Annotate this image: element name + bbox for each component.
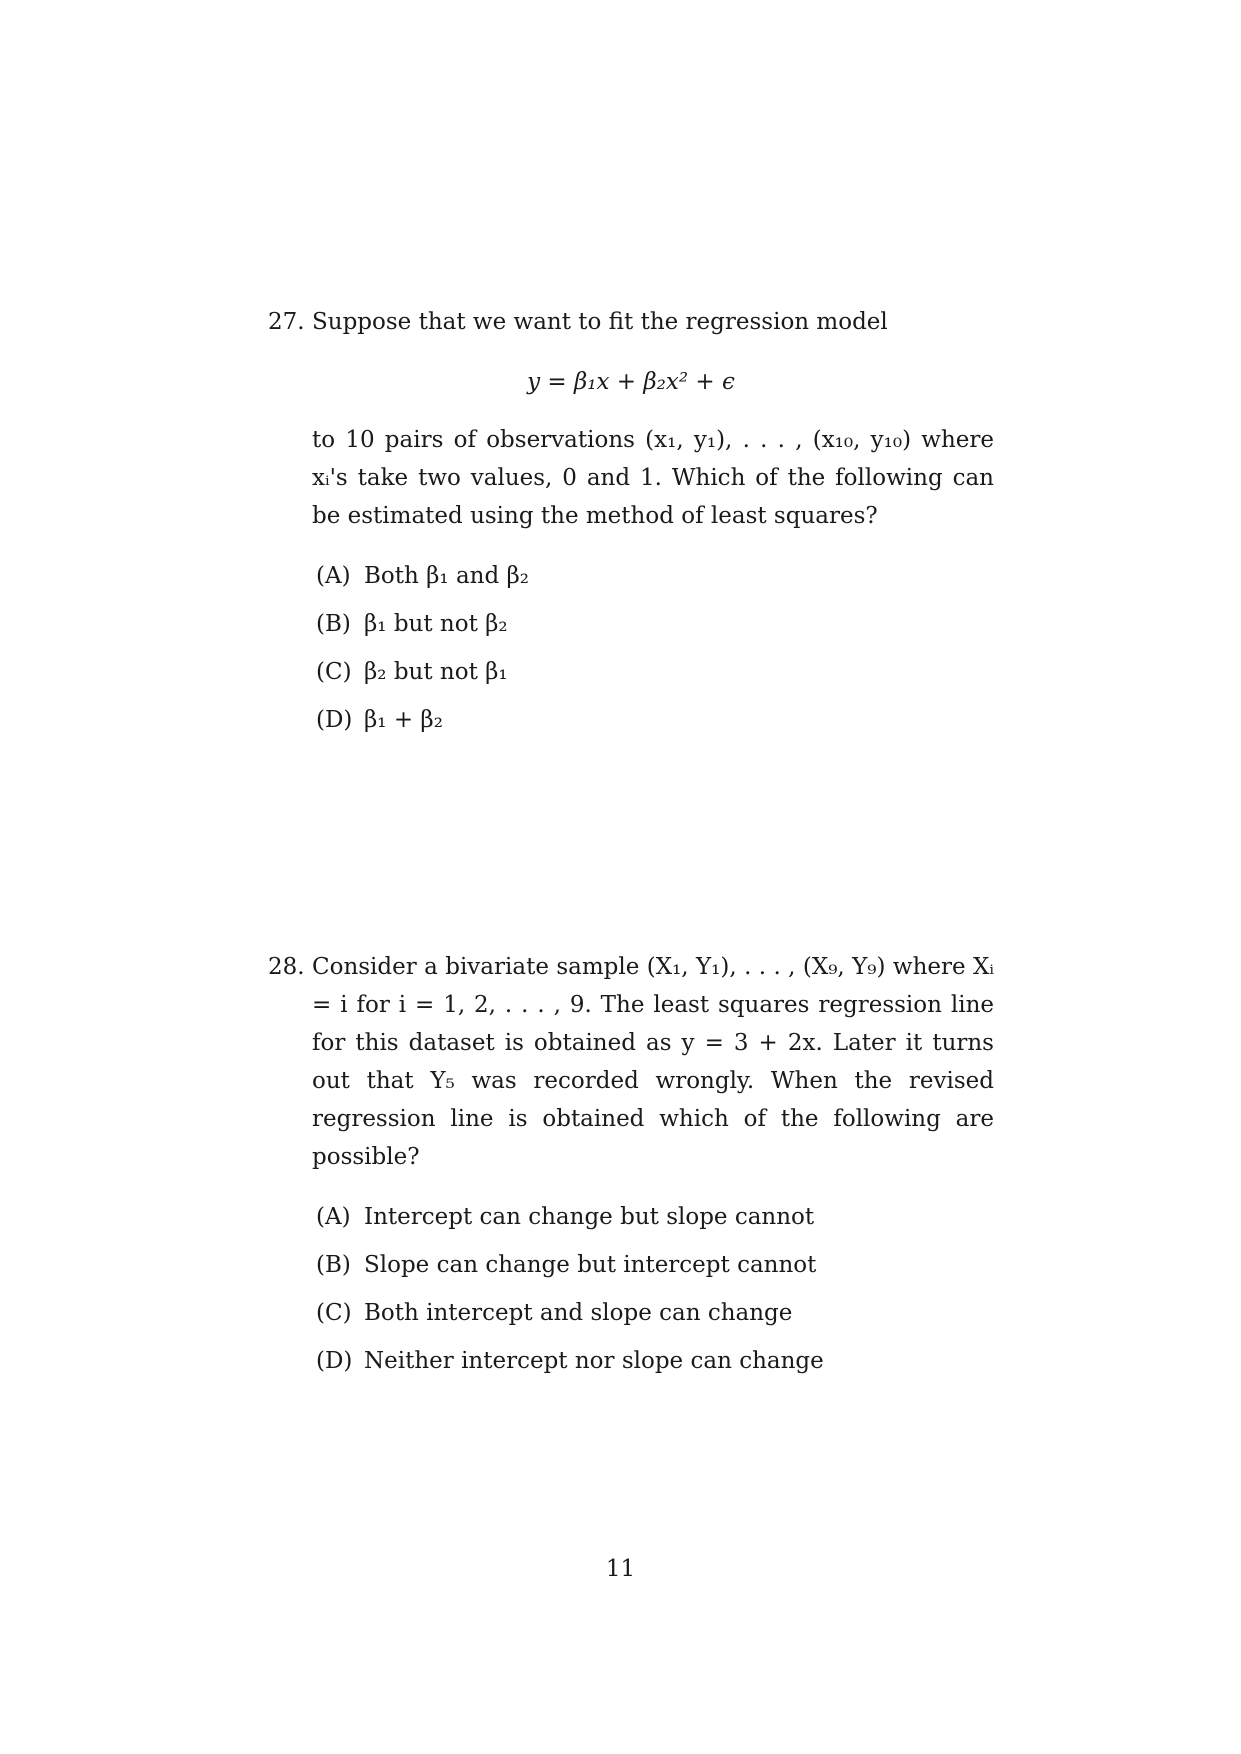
option-text: Slope can change but intercept cannot [364, 1252, 817, 1278]
question-stem-row [268, 303, 994, 341]
option-label: (B) [316, 611, 351, 637]
option-text: β₁ + β₂ [364, 707, 443, 733]
option-b [316, 1246, 994, 1284]
question-number: 28. [268, 954, 305, 980]
option-text: Intercept can change but slope cannot [364, 1204, 815, 1230]
question-stem-row [268, 948, 994, 1176]
question-stem: Consider a bivariate sample (X₁, Y₁), . . . , (X₉, Y₉) where Xᵢ = i for i = 1, 2, . . . , 9. The least squares regression line for this dataset is obtained as y = 3 + 2x. Later it turns out that Y₅ was recorded wrongly. When the revised regression line is obtained which of the following are possible? [312, 954, 994, 1170]
option-text: β₂ but not β₁ [364, 659, 508, 685]
option-c [316, 1294, 994, 1332]
option-text: Both β₁ and β₂ [364, 563, 530, 589]
option-label: (A) [316, 563, 351, 589]
option-d [316, 701, 994, 739]
regression-equation: y = β₁x + β₂x² + ϵ [527, 369, 735, 395]
option-label: (B) [316, 1252, 351, 1278]
option-label: (C) [316, 659, 352, 685]
option-label: (D) [316, 707, 353, 733]
question-body: to 10 pairs of observations (x₁, y₁), . . . , (x₁₀, y₁₀) where xᵢ's take two values, 0 and 1. Which of the following can be estimated using the method of least squares? [312, 427, 994, 529]
option-c [316, 653, 994, 691]
option-a [316, 557, 994, 595]
option-text: Both intercept and slope can change [364, 1300, 793, 1326]
question-number: 27. [268, 309, 305, 335]
answer-options [268, 1198, 994, 1380]
page-number: 11 [605, 1556, 636, 1582]
answer-options [268, 557, 994, 739]
option-a [316, 1198, 994, 1236]
option-label: (C) [316, 1300, 352, 1326]
option-label: (D) [316, 1348, 353, 1374]
question-28 [268, 948, 994, 1390]
option-b [316, 605, 994, 643]
option-text: Neither intercept nor slope can change [364, 1348, 824, 1374]
question-stem: Suppose that we want to fit the regression model [312, 309, 888, 335]
option-text: β₁ but not β₂ [364, 611, 508, 637]
option-d [316, 1342, 994, 1380]
option-label: (A) [316, 1204, 351, 1230]
question-27 [268, 303, 994, 749]
